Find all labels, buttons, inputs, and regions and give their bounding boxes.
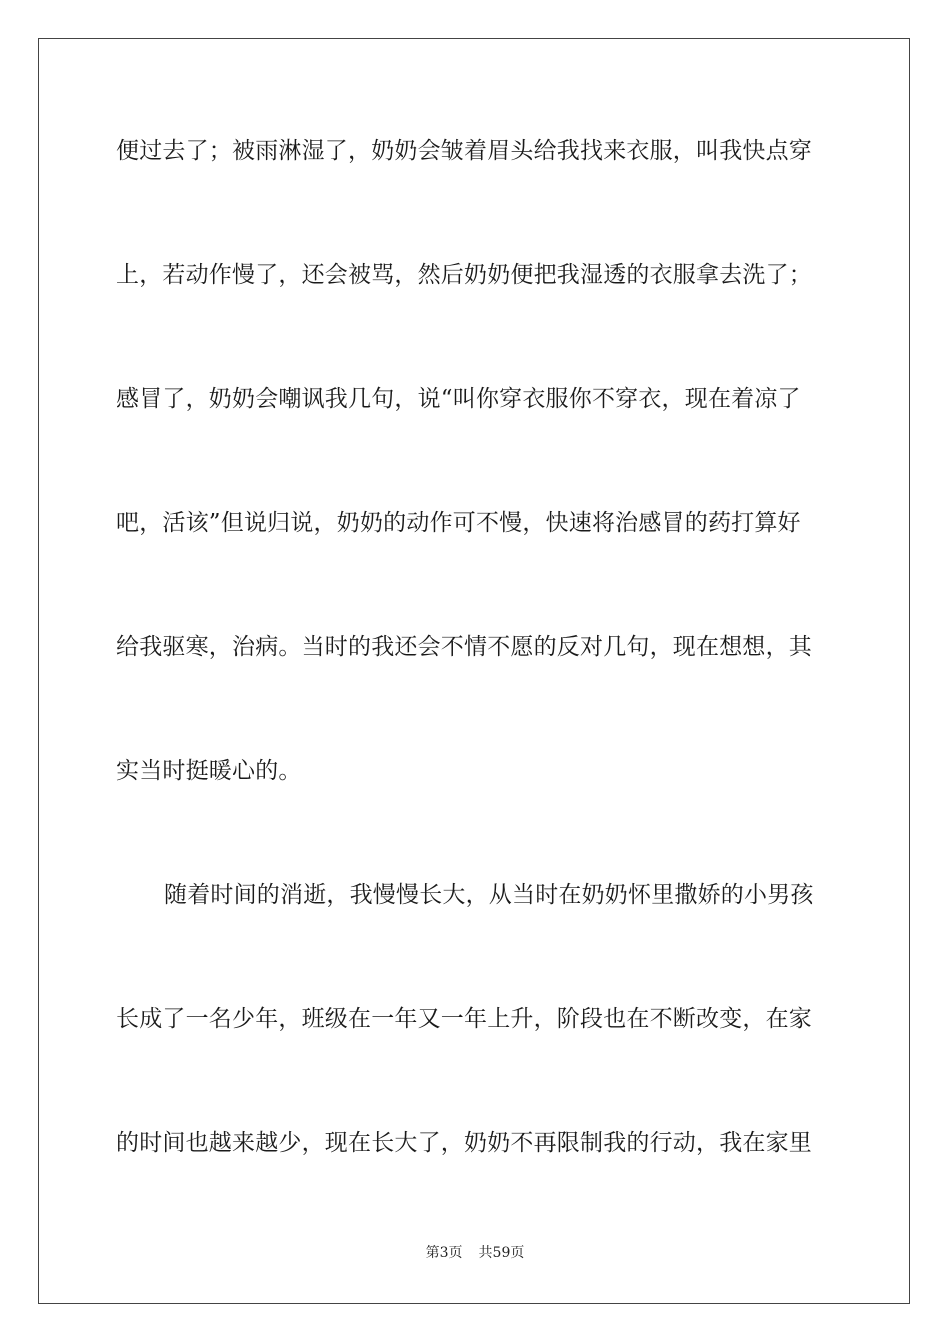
paragraph-first-line: 随着时间的消逝，我慢慢长大，从当时在奶奶怀里撒娇的小男孩: [164, 882, 814, 908]
text-line: 吧，活该”但说归说，奶奶的动作可不慢，快速将治感冒的药打算好: [116, 510, 801, 536]
text-line: 上，若动作慢了，还会被骂，然后奶奶便把我湿透的衣服拿去洗了；: [116, 262, 812, 288]
page-number: 第3页: [425, 1245, 463, 1261]
text-line: 的时间也越来越少，现在长大了，奶奶不再限制我的行动，我在家里: [116, 1130, 812, 1156]
text-line: 便过去了；被雨淋湿了，奶奶会皱着眉头给我找来衣服，叫我快点穿: [116, 138, 812, 164]
text-line: 实当时挺暖心的。: [116, 758, 302, 784]
page-total: 共59页: [478, 1245, 525, 1261]
page-footer: [0, 1243, 950, 1263]
text-line: 给我驱寒，治病。当时的我还会不情不愿的反对几句，现在想想，其: [116, 634, 812, 660]
page-frame: [38, 38, 910, 1304]
text-line: 长成了一名少年，班级在一年又一年上升，阶段也在不断改变，在家: [116, 1006, 812, 1032]
text-line: 感冒了，奶奶会嘲讽我几句，说“叫你穿衣服你不穿衣，现在着凉了: [116, 386, 801, 412]
